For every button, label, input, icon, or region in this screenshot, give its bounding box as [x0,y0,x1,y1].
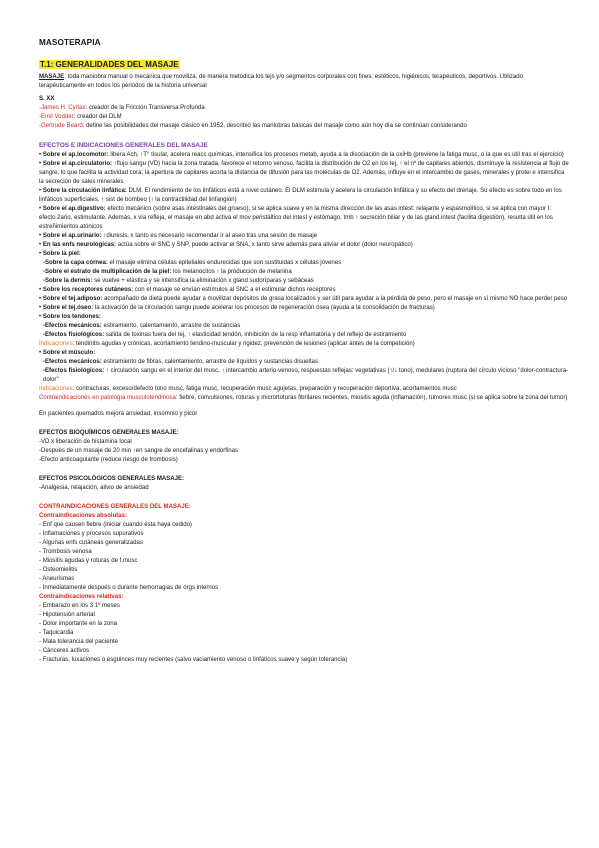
piel-item: -Sobre la dermis: se vuelve + elástica y se intensifica la eliminación x gland sudoríparas y sebáceas [43,277,314,284]
efecto-item: • Sobre el ap.circulatorio: ↑flujo sangu (VD) hacia la zona tratada, favorece el retorno venoso, facilita la distribución de O2 en los tej, ↑ el nº de capilares abiertos, disminuye la resistencia al flujo de sangre, lo que facilita la actividad cora; la apertura de capilares acorta la distancia de difusión para las moléculas de O2. Además, influye en el intercambio de gases, minerales y protei e intensifica la secreción de sales minerales [39,160,569,185]
efecto-item: • Sobre el tej.óseo: la activación de la circulación sangu puede acelerar los procesos de regeneración ósea (ayuda a la consolidación de fracturas) [39,304,435,311]
bioquimicos-heading: EFECTOS BIOQUÍMICOS GENERALES MASAJE: [39,429,179,436]
absoluta-item: - Miositis agudas y roturas de f.musc [39,557,138,564]
efecto-item: • Sobre el músculo: [39,349,96,356]
efecto-item: • Sobre los receptores cutáneos: con el masaje se envían estímulos al SNC a el estimular dichos receptores [39,286,336,293]
efecto-item: • Sobre los tendones: [39,313,101,320]
piel-item: -Sobre la capa córnea: el masaje elimina células epiteliales endurecidas que son sustituidas x células jóvenes [43,259,342,266]
psicologicos-heading: EFECTOS PSICOLÓGICOS GENERALES MASAJE: [39,475,185,482]
piel-item: -Sobre el estrato de multiplicación de la piel: los melanocitos ↑ la producción de melanina [43,268,292,275]
musculo-item: -Efectos mecánicos: estiramiento de fibras, calentamiento, arrastre de líquidos y sustancias disueltas [43,358,318,365]
absoluta-item: - Osteomielitis [39,566,78,573]
relativa-item: - Dolor importante en la zona [39,620,117,627]
contra-patologia: Contraindicaciones en patología musculotendinosa: fiebre, convulsiones, roturas y micrortoturas fibrilares recientes, miositis aguda (inflamación), tumores musc (si se aplica sobre la zona del tumor) [39,394,568,401]
relativas-heading: Contraindicaciones relativas: [39,593,124,600]
relativa-item: - Taquicardia [39,629,74,636]
musculo-item: -Efectos fisiológicos: ↑ circulación sangu en el interior del musc, ↑ intercambio arterio-venoso, respuestas reflejas: vegetativas (↑/↓ tono), medulares (ruptura del círculo vicioso "dolor-contractura-dolor" [43,367,569,383]
tendones-indicaciones: Indicaciones: tendinitis agudas y crónicas, acortamiento tendino-muscular y rigidez, prevención de lesiones (aplicar antes de la competición) [39,340,415,347]
bioq-item: -VD x liberación de histamina local [39,438,132,445]
absoluta-item: - Aneurismas [39,575,75,582]
efecto-item: • Sobre el tej.adiposo: acompañado de dieta puede ayudar a movilizar depósitos de grasa localizados y ser útil para ayudar a la pérdida de peso, pero el masaje en sí mismo NO hace perder peso [39,295,568,302]
musculo-indicaciones: Indicaciones: contracturas, exceso/defecto tono musc, fatiga musc, recuperación musc agujetas, preparación y recuperación deportiva, acortamientos musc [39,385,457,392]
contraindicaciones-heading: CONTRAINDICACIONES GENERALES DEL MASAJE: [39,503,191,510]
efecto-item: • Sobre la circulación linfática: DLM. El rendimiento de los linfáticos está a nivel cutáneo. El DLM estimula y acelera la circulación linfática y su efecto del drenaje. Su efecto es sobre todo en los linfáticos superficiales. ↑ sist de bombeo (↑ la contractilidad del linfangión) [39,187,562,203]
relativa-item: - Hipotensión arterial [39,611,95,618]
absoluta-item: - Inmediatamente después o durante hemorragias de órgs internos [39,584,219,591]
relativa-item: - Embarazo en los 3 1º meses [39,602,120,609]
efecto-item: • Sobre la piel: [39,250,81,257]
efecto-item: • Sobre el ap.urinario: ↑diuresis, x tanto es necesario recomendar ir al aseo tras una sesión de masaje [39,232,318,239]
document-page [39,38,569,665]
people-list [39,104,569,131]
efectos-heading: EFECTOS E INDICACIONES GENERALES DEL MASAJE [39,142,208,149]
absoluta-item: - Enf que causen fiebre (iniciar cuando ésta haya cedido) [39,521,192,528]
bioq-item: -Después de un masaje de 20 min ↑en sangre de encefalinas y endorfinas [39,447,238,454]
masaje-definition: MASAJE: toda maniobra manual o mecánica que moviliza, de manera metódica los tejs y/o segmentos corporales con fines: estéticos, higiénicos, terapéuticos, deportivos. Utilizado terapéuticamente en todos los periodos de la historia universal [39,74,523,89]
tendon-item: -Efectos mecánicos: estiramiento, calentamiento, arrastre de sustancias [43,322,241,329]
person-item: -Emil Vodder: creador del DLM [39,114,122,120]
efecto-item: • Sobre el ap.locomotor: libera Ach, ↑T° tisular, acelera reacc químicas, intensifica los procesos metab, ayuda a la disociación de la oxiHb (previene la fatiga musc, o la que es útil tras el ejercicio) [39,151,564,158]
efecto-item: • Sobre el ap.digestivo: efecto mecánico (sobre asas intestinales del grueso), si se aplica suave y en la misma dirección de las asas intest: relajante y espasmolítico, si se aplica con mayor I: efecto 2ario, estimulante. Además, x vía refleja, el masaje en abd activa el mov peristáltico del intest y estómago, tmb ↑ secreción biliar y de las gland.intest (facilita digestión), resulta útil en los estreñimientos atónicos [39,205,553,230]
absolutas-heading: Contraindicaciones absolutas: [39,512,128,519]
relativa-item: - Cánceres activos [39,647,90,654]
absoluta-item: - Inflamaciones y procesos supurativos [39,530,144,537]
efectos-list [39,151,569,403]
relativa-item: - Fracturas, luxaciones o esguinces muy recientes (salvo vaciamiento venoso o linfáticos suave y según tolerancia) [39,656,348,663]
absoluta-item: - Algunas enfs cutáneas generalizadas [39,539,143,546]
bioq-item: -Efecto anticoagulante (reduce riesgo de trombosis) [39,456,178,463]
efecto-item: • En las enfs neurológicas: actúa sobre el SNC y SNP, puede activar el SNA, x tanto sirve además para aliviar el dolor (dolor neuropático) [39,241,413,248]
tendon-item: -Efectos fisiológicos: salida de toxinas fuera del tej, ↑ elasticidad tendón, inhibición de la resp inflamatoria y del reflejo de estiramiento [43,331,407,338]
relativa-item: - Mala tolerancia del paciente [39,638,118,645]
quemados-note: En pacientes quemados mejora ansiedad, insomnio y picor [39,410,198,417]
document-title: MASOTERAPIA [39,38,101,47]
era-heading: S. XX [39,96,55,102]
psico-item: -Analgesia, relajación, alivio de ansiedad [39,484,149,491]
topic-heading: T.1: GENERALIDADES DEL MASAJE [40,60,179,69]
person-item: -James H. Cyriax: creador de la Fricción Transversa Profunda [39,105,205,111]
absoluta-item: - Trombosis venosa [39,548,92,555]
person-item: -Gertrude Beard: define las posibilidades del masaje clásico en 1952, describió las maniobras básicas del masaje como aún hoy día se continúan considerando [39,123,467,129]
